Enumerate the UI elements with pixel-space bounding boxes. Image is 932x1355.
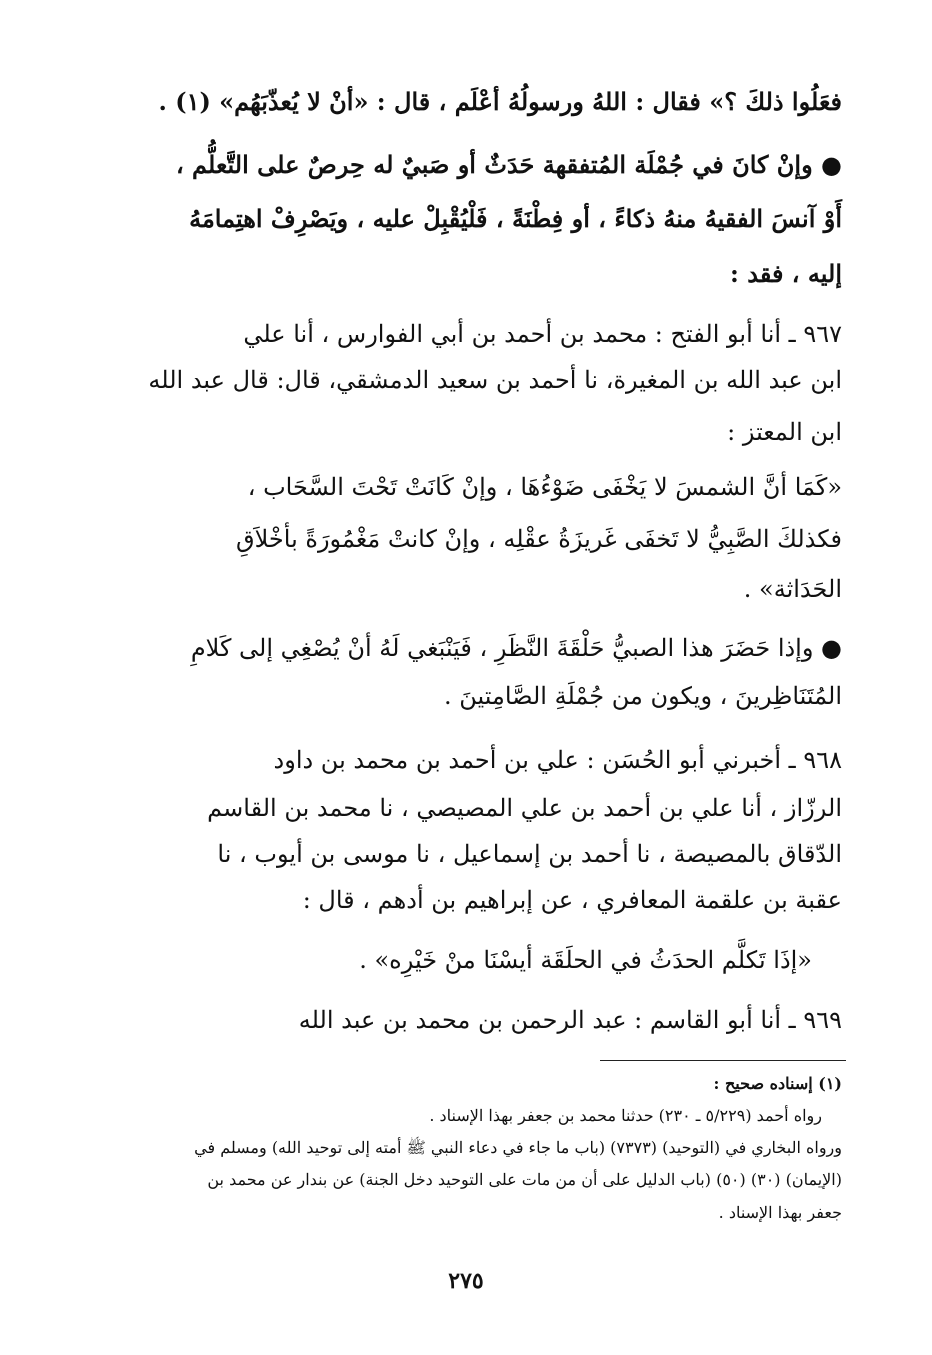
text-line: ● وإذا حَضَرَ هذا الصبيُّ حَلْقَةَ النَّظَرِ ، فَيَنْبَغي لَهُ أنْ يُصْغِي إلى كَلامِ <box>190 634 842 662</box>
text-line: ابن المعتز : <box>727 418 842 446</box>
footnote-separator <box>600 1060 846 1061</box>
page-number: ٢٧٥ <box>448 1268 484 1294</box>
footnote-line: (الإيمان) (٣٠) (٥٠) (باب الدليل على أن من مات على التوحيد دخل الجنة) عن بندار عن محمد بن <box>207 1170 842 1189</box>
footnote-line: رواه أحمد (٥/٢٢٩ ـ ٢٣٠) حدثنا محمد بن جعفر بهذا الإسناد . <box>429 1106 822 1125</box>
text-line: «إذَا تَكلَّم الحدَثُ في الحلَقَة أيسْنَا منْ خَيْرِه» . <box>359 946 812 974</box>
text-line: «كَمَا أنَّ الشمسَ لا يَخْفَى ضَوْءُهَا ، وإنْ كَانَتْ تَحْتَ السَّحَاب ، <box>247 473 842 501</box>
text-line: فعَلُوا ذلكَ ؟» فقال : اللهُ ورسولُهُ أعْلَم ، قال : «أنْ لا يُعذّبَهُم» (١) . <box>158 87 842 116</box>
text-line: فكذلكَ الصَّبِيُّ لا تَخفَى غَريزَةُ عقْلِه ، وإنْ كانتْ مَغْمُورَةً بأخْلاَقِ <box>235 525 842 553</box>
text-line: ٩٦٨ ـ أخبرني أبو الحُسَن : علي بن أحمد بن محمد بن داود <box>273 746 842 774</box>
text-line: ٩٦٧ ـ أنا أبو الفتح : محمد بن أحمد بن أبي الفوارس ، أنا علي <box>243 320 842 348</box>
text-line: المُتَنَاظِرينَ ، ويكون من جُمْلَةِ الصَّامِتينَ . <box>443 682 842 710</box>
text-line: أَوْ آنسَ الفقيهُ منهُ ذكاءً ، أو فِطْنَةً ، فَلْيُقْبِلْ عليه ، ويَصْرِفْ اهتِمامَهُ <box>189 204 842 233</box>
footnote-line: ورواه البخاري في (التوحيد) (٧٣٧٣) (باب ما جاء في دعاء النبي ﷺ أمته إلى توحيد الله) ومسلم في <box>194 1138 842 1157</box>
footnote-heading: (١) إسناده صحيح : <box>713 1074 842 1093</box>
text-line: عقبة بن علقمة المعافري ، عن إبراهيم بن أدهم ، قال : <box>302 886 842 914</box>
text-line: ابن عبد الله بن المغيرة، نا أحمد بن سعيد الدمشقي، قال: قال عبد الله <box>148 366 842 394</box>
text-line: الحَدَاثة» . <box>743 575 842 603</box>
text-line: ● وإنْ كانَ في جُمْلَة المُتفقهة حَدَثٌ أو صَبيٌ له حِرصٌ على التَّعلُّم ، <box>175 150 842 179</box>
footnote-line: جعفر بهذا الإسناد . <box>718 1203 842 1222</box>
text-line: الدّقاق بالمصيصة ، نا أحمد بن إسماعيل ، نا موسى بن أيوب ، نا <box>217 840 842 868</box>
text-line: الرزّاز ، أنا علي بن أحمد بن علي المصيصي ، نا محمد بن القاسم <box>207 794 842 822</box>
text-line: إليه ، فقد : <box>730 259 842 288</box>
text-line: ٩٦٩ ـ أنا أبو القاسم : عبد الرحمن بن محمد بن عبد الله <box>298 1006 842 1034</box>
